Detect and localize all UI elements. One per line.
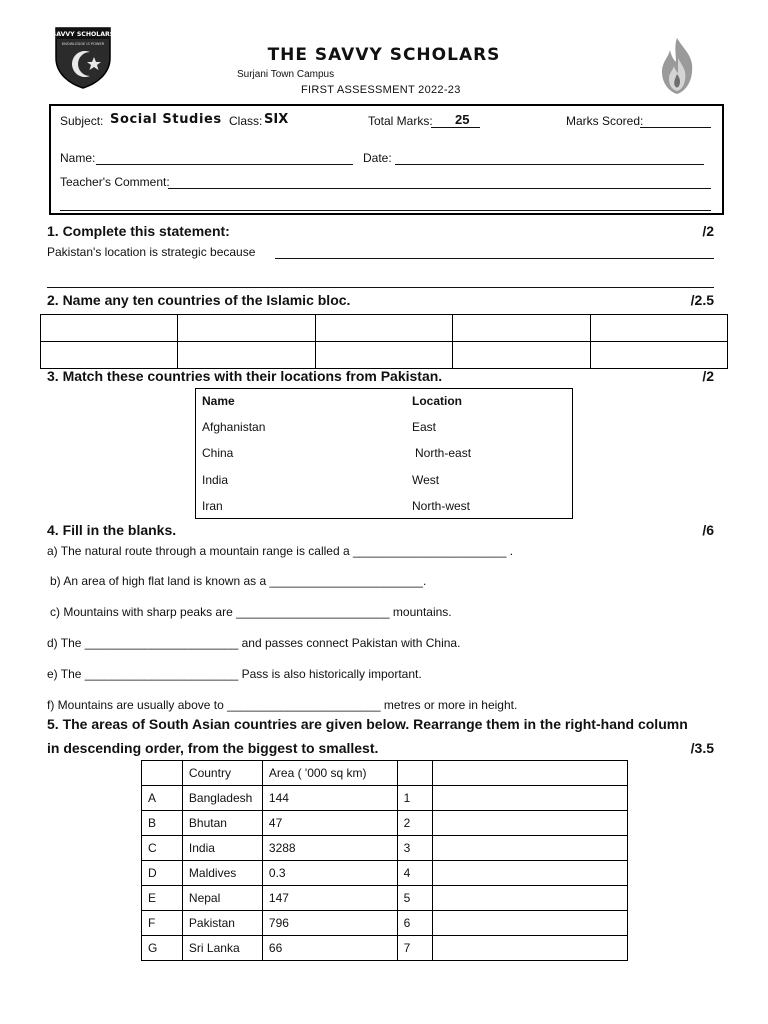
q3-location: North-east (415, 446, 472, 460)
comment-label: Teacher's Comment: (60, 175, 170, 189)
answer-cell[interactable] (432, 786, 627, 811)
row-letter: F (142, 911, 183, 936)
class-value: SIX (264, 112, 289, 127)
marks-scored-label: Marks Scored: (566, 114, 644, 128)
campus-name: Surjani Town Campus (237, 69, 335, 80)
answer-cell[interactable] (432, 861, 627, 886)
total-marks-value: 25 (455, 112, 470, 127)
row-area: 0.3 (262, 861, 397, 886)
q5-areas-table (141, 760, 628, 961)
q2-marks: /2.5 (690, 292, 714, 308)
q3-match-box (195, 388, 573, 519)
row-number: 3 (397, 836, 432, 861)
answer-cell[interactable] (178, 342, 315, 369)
class-label: Class: (229, 114, 263, 128)
table-cell (142, 761, 183, 786)
q4-item-e: e) The _______________________ Pass is also historically important. (47, 667, 422, 681)
answer-cell[interactable] (432, 886, 627, 911)
answer-cell[interactable] (453, 342, 590, 369)
answer-cell[interactable] (590, 342, 727, 369)
q3-title: 3. Match these countries with their locations from Pakistan. (47, 368, 443, 384)
q1-prompt: Pakistan's location is strategic because (47, 245, 256, 259)
row-country: Nepal (182, 886, 262, 911)
row-country: Pakistan (182, 911, 262, 936)
q3-header-name: Name (202, 394, 235, 408)
answer-cell[interactable] (41, 315, 178, 342)
q4-item-c: c) Mountains with sharp peaks are _______________________ mountains. (50, 605, 452, 619)
q1-title: 1. Complete this statement: (47, 223, 230, 239)
row-area: 144 (262, 786, 397, 811)
row-letter: A (142, 786, 183, 811)
answer-cell[interactable] (315, 342, 452, 369)
answer-cell[interactable] (432, 911, 627, 936)
q2-title: 2. Name any ten countries of the Islamic bloc. (47, 292, 351, 308)
answer-cell[interactable] (590, 315, 727, 342)
column-header-area: Area ( '000 sq km) (262, 761, 397, 786)
row-country: Bangladesh (182, 786, 262, 811)
answer-cell[interactable] (178, 315, 315, 342)
table-row (41, 342, 728, 369)
table-row (142, 836, 628, 861)
marks-scored-field[interactable] (640, 127, 711, 128)
row-number: 1 (397, 786, 432, 811)
answer-cell[interactable] (432, 836, 627, 861)
total-marks-label: Total Marks: (368, 114, 433, 128)
row-area: 796 (262, 911, 397, 936)
date-field[interactable] (395, 164, 704, 165)
comment-field-line-2[interactable] (60, 210, 711, 211)
comment-field-line-1[interactable] (168, 188, 711, 189)
table-header-row (142, 761, 628, 786)
total-marks-line (431, 127, 480, 128)
answer-cell[interactable] (41, 342, 178, 369)
row-letter: D (142, 861, 183, 886)
row-area: 3288 (262, 836, 397, 861)
name-field[interactable] (96, 164, 353, 165)
answer-cell[interactable] (315, 315, 452, 342)
row-letter: B (142, 811, 183, 836)
q1-answer-line-2[interactable] (47, 287, 714, 288)
row-country: Bhutan (182, 811, 262, 836)
q1-answer-line-1[interactable] (275, 258, 714, 259)
date-label: Date: (363, 151, 392, 165)
table-cell (397, 761, 432, 786)
assessment-title: FIRST ASSESSMENT 2022-23 (301, 84, 461, 96)
q4-item-b: b) An area of high flat land is known as a _______________________. (50, 574, 427, 588)
table-cell (432, 761, 627, 786)
logo-text-bottom: KNOWLEDGE IS POWER (61, 42, 105, 46)
row-area: 66 (262, 936, 397, 961)
table-row (41, 315, 728, 342)
q3-country: China (202, 446, 234, 460)
q3-location: East (412, 420, 437, 434)
q5-title-line1: 5. The areas of South Asian countries are given below. Rearrange them in the right-hand column (47, 716, 688, 732)
q3-header-location: Location (412, 394, 462, 408)
q3-country: Afghanistan (202, 420, 266, 434)
row-area: 147 (262, 886, 397, 911)
row-country: Maldives (182, 861, 262, 886)
row-letter: G (142, 936, 183, 961)
q4-item-d: d) The _______________________ and passes connect Pakistan with China. (47, 636, 461, 650)
answer-cell[interactable] (453, 315, 590, 342)
q3-marks: /2 (702, 368, 714, 384)
table-row (142, 861, 628, 886)
row-number: 2 (397, 811, 432, 836)
row-country: India (182, 836, 262, 861)
row-number: 4 (397, 861, 432, 886)
name-label: Name: (60, 151, 96, 165)
row-country: Sri Lanka (182, 936, 262, 961)
q3-country: Iran (202, 499, 223, 513)
q3-location: North-west (412, 499, 471, 513)
answer-cell[interactable] (432, 811, 627, 836)
row-number: 5 (397, 886, 432, 911)
school-name: THE SAVVY SCHOLARS (267, 45, 501, 65)
table-row (142, 911, 628, 936)
q3-country: India (202, 473, 229, 487)
column-header-country: Country (182, 761, 262, 786)
subject-value: Social Studies (110, 112, 222, 127)
q3-location: West (412, 473, 440, 487)
q4-item-f: f) Mountains are usually above to _______________________ metres or more in height. (47, 698, 518, 712)
q1-marks: /2 (702, 223, 714, 239)
subject-label: Subject: (60, 114, 104, 128)
table-row (142, 786, 628, 811)
q4-marks: /6 (702, 522, 714, 538)
row-letter: C (142, 836, 183, 861)
logo-text-top: SAVVY SCHOLARS (52, 31, 114, 38)
answer-cell[interactable] (432, 936, 627, 961)
flame-icon (654, 36, 700, 96)
row-area: 47 (262, 811, 397, 836)
table-row (142, 886, 628, 911)
q2-answer-grid (40, 314, 728, 369)
row-letter: E (142, 886, 183, 911)
table-row (142, 811, 628, 836)
q5-title-line2: in descending order, from the biggest to smallest. (47, 740, 379, 756)
q4-title: 4. Fill in the blanks. (47, 522, 177, 538)
q4-item-a: a) The natural route through a mountain range is called a _______________________ . (47, 544, 514, 558)
table-row (142, 936, 628, 961)
q5-marks: /3.5 (690, 740, 714, 756)
row-number: 6 (397, 911, 432, 936)
row-number: 7 (397, 936, 432, 961)
